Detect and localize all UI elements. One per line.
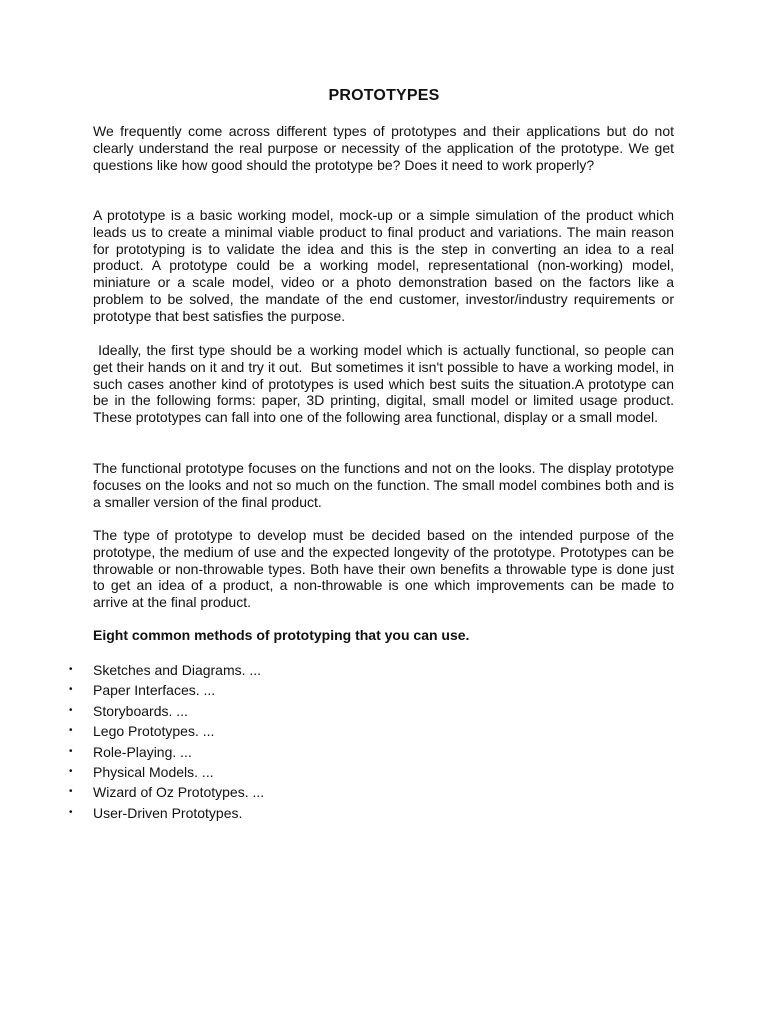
list-item xyxy=(0,721,768,741)
list-item xyxy=(0,742,768,762)
method-label: Paper Interfaces. ... xyxy=(93,682,216,699)
bullet-icon: • xyxy=(69,684,73,696)
method-label: Wizard of Oz Prototypes. ... xyxy=(93,784,265,801)
bullet-icon: • xyxy=(69,765,73,777)
list-item xyxy=(0,803,768,823)
bullet-icon: • xyxy=(69,786,73,798)
list-item xyxy=(0,680,768,700)
bullet-icon: • xyxy=(69,704,73,716)
bullet-icon: • xyxy=(69,745,73,757)
methods-list xyxy=(0,660,768,823)
method-label: Storyboards. ... xyxy=(93,702,188,719)
method-label: Role-Playing. ... xyxy=(93,743,192,760)
method-label: Sketches and Diagrams. ... xyxy=(93,662,262,678)
method-label: Lego Prototypes. ... xyxy=(93,723,215,740)
bullet-icon: • xyxy=(69,806,73,818)
paragraph-intro: We frequently come across different types of prototypes and their applications but do not clearly understand the real purpose or necessity of the application of the prototype. We get questions like how good should the prototype be? Does it need to work properly? xyxy=(93,123,674,173)
list-item xyxy=(0,782,768,802)
document-title: PROTOTYPES xyxy=(328,87,440,104)
method-label: User-Driven Prototypes. xyxy=(93,804,243,821)
list-item xyxy=(0,660,768,680)
list-item xyxy=(0,701,768,721)
bullet-icon: • xyxy=(69,664,73,675)
paragraph-functional-display: The functional prototype focuses on the functions and not on the looks. The display prototype focuses on the looks and not so much on the function. The small model combines both and is a smaller version of the final product. xyxy=(93,460,674,510)
paragraph-definition: A prototype is a basic working model, mock-up or a simple simulation of the product which leads us to create a minimal viable product to final product and variations. The main reason for prototyping is to validate the idea and this is the step in converting an idea to a real product. A prototype could be a working model, representational (non-working) model, miniature or a scale model, video or a photo demonstration based on the factors like a problem to be solved, the mandate of the end customer, investor/industry requirements or prototype that best satisfies the purpose. xyxy=(93,207,674,324)
method-label: Physical Models. ... xyxy=(93,763,214,780)
paragraph-working-model: Ideally, the first type should be a working model which is actually functional, so people can get their hands on it and try it out. But sometimes it isn't possible to have a working model, in such cases another kind of prototypes is used which best suits the situation.A prototype can be in the following forms: paper, 3D printing, digital, small model or limited usage product. These prototypes can fall into one of the following area functional, display or a small model. xyxy=(93,342,678,426)
bullet-icon: • xyxy=(69,725,73,737)
methods-heading: Eight common methods of prototyping that you can use. xyxy=(93,627,470,643)
paragraph-throwable: The type of prototype to develop must be decided based on the intended purpose of the prototype, the medium of use and the expected longevity of the prototype. Prototypes can be throwable or non-throwable types. Both have their own benefits a throwable type is done just to get an idea of a product, a non-throwable is one which improvements can be made to arrive at the final product. xyxy=(93,527,674,611)
list-item xyxy=(0,762,768,782)
